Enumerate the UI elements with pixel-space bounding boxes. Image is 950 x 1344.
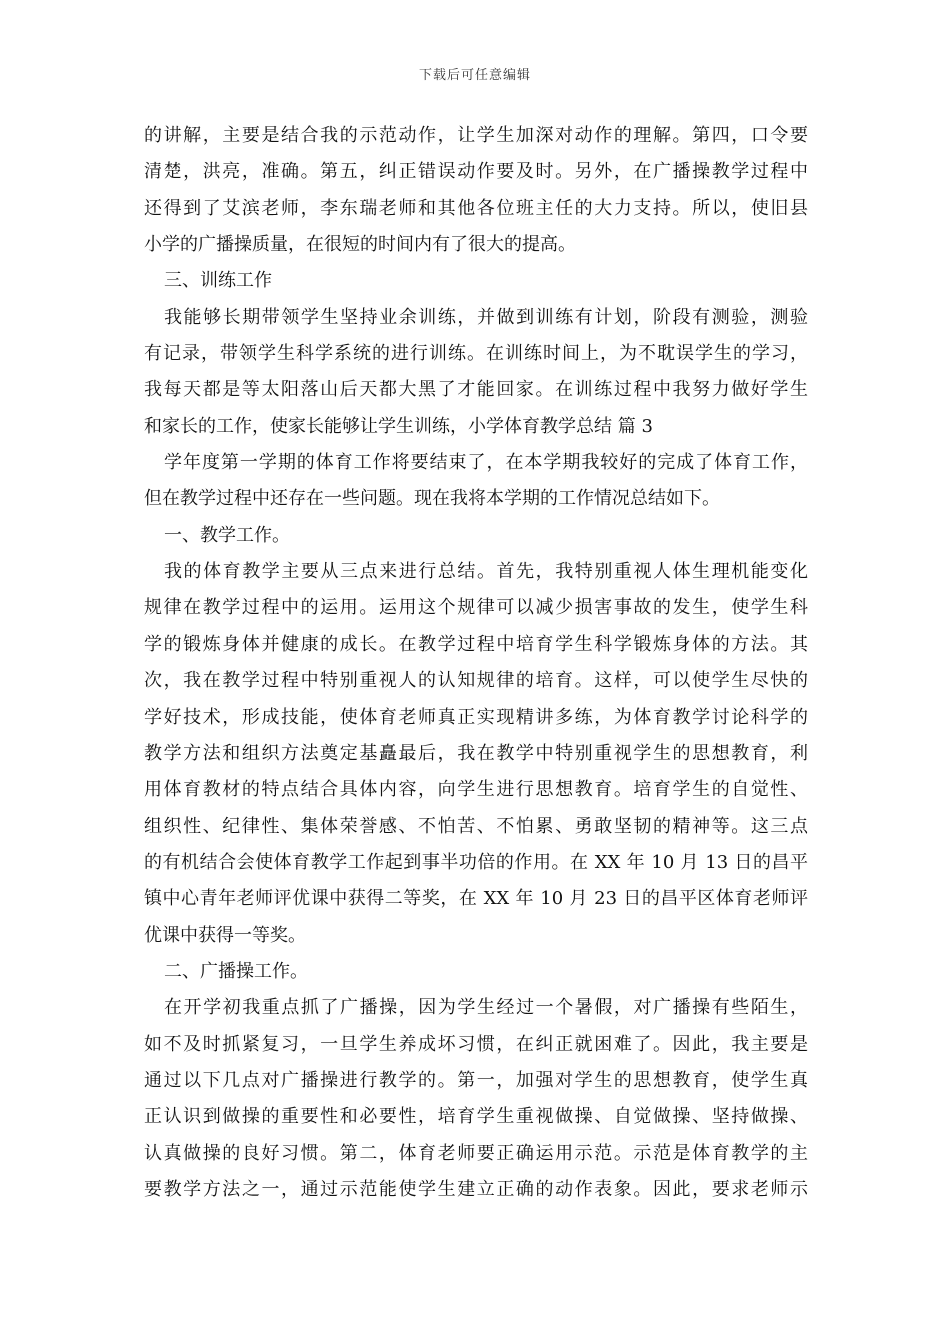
text-line: 镇中心青年老师评优课中获得二等奖，在 XX 年 10 月 23 日的昌平区体育老师评 <box>144 888 808 910</box>
text-line: 我能够长期带领学生坚持业余训练，并做到训练有计划，阶段有测验，测验 <box>164 306 808 328</box>
text-line: 教学方法和组织方法奠定基矗最后，我在教学中特别重视学生的思想教育，利 <box>144 742 808 764</box>
text-line: 正认识到做操的重要性和必要性，培育学生重视做操、自觉做操、坚持做操、 <box>144 1106 808 1128</box>
text-line: 要教学方法之一，通过示范能使学生建立正确的动作表象。因此，要求老师示 <box>144 1178 808 1200</box>
text-line: 和家长的工作，使家长能够让学生训练，小学体育教学总结 篇 3 <box>144 415 653 437</box>
text-line: 次，我在教学过程中特别重视人的认知规律的培育。这样，可以使学生尽快的 <box>144 670 808 692</box>
page-header: 下载后可任意编辑 <box>418 68 531 83</box>
text-line: 学好技术，形成技能，使体育老师真正实现精讲多练，为体育教学讨论科学的 <box>144 706 808 728</box>
text-line: 有记录，带领学生科学系统的进行训练。在训练时间上，为不耽误学生的学习， <box>144 343 808 365</box>
text-line: 优课中获得一等奖。 <box>144 924 306 946</box>
text-line: 小学的广播操质量，在很短的时间内有了很大的提高。 <box>144 234 576 256</box>
text-line: 用体育教材的特点结合具体内容，向学生进行思想教育。培育学生的自觉性、 <box>144 779 808 801</box>
text-line: 还得到了艾滨老师，李东瑞老师和其他各位班主任的大力支持。所以，使旧县 <box>144 197 808 219</box>
text-line: 学的锻炼身体并健康的成长。在教学过程中培育学生科学锻炼身体的方法。其 <box>144 633 808 655</box>
text-line: 一、教学工作。 <box>164 524 290 546</box>
text-line: 如不及时抓紧复习，一旦学生养成坏习惯，在纠正就困难了。因此，我主要是 <box>144 1033 808 1055</box>
text-line: 三、训练工作 <box>164 270 272 292</box>
text-line: 的有机结合会使体育教学工作起到事半功倍的作用。在 XX 年 10 月 13 日的昌平 <box>144 851 808 873</box>
text-line: 认真做操的良好习惯。第二，体育老师要正确运用示范。示范是体育教学的主 <box>144 1142 808 1164</box>
text-line: 但在教学过程中还存在一些问题。现在我将本学期的工作情况总结如下。 <box>144 488 720 510</box>
text-line: 的讲解，主要是结合我的示范动作，让学生加深对动作的理解。第四，口令要 <box>144 125 808 146</box>
text-line: 我的体育教学主要从三点来进行总结。首先，我特别重视人体生理机能变化 <box>164 561 808 583</box>
text-line: 清楚，洪亮，准确。第五，纠正错误动作要及时。另外，在广播操教学过程中 <box>144 161 808 183</box>
text-line: 二、广播操工作。 <box>164 960 308 982</box>
text-line: 组织性、纪律性、集体荣誉感、不怕苦、不怕累、勇敢坚韧的精神等。这三点 <box>144 815 808 837</box>
text-line: 规律在教学过程中的运用。运用这个规律可以减少损害事故的发生，使学生科 <box>144 597 808 619</box>
text-line: 在开学初我重点抓了广播操，因为学生经过一个暑假，对广播操有些陌生， <box>164 997 808 1019</box>
text-line: 学年度第一学期的体育工作将要结束了，在本学期我较好的完成了体育工作， <box>164 452 808 474</box>
text-line: 通过以下几点对广播操进行教学的。第一，加强对学生的思想教育，使学生真 <box>144 1069 808 1091</box>
document-body <box>144 118 808 1208</box>
text-line: 我每天都是等太阳落山后天都大黑了才能回家。在训练过程中我努力做好学生 <box>144 379 808 401</box>
